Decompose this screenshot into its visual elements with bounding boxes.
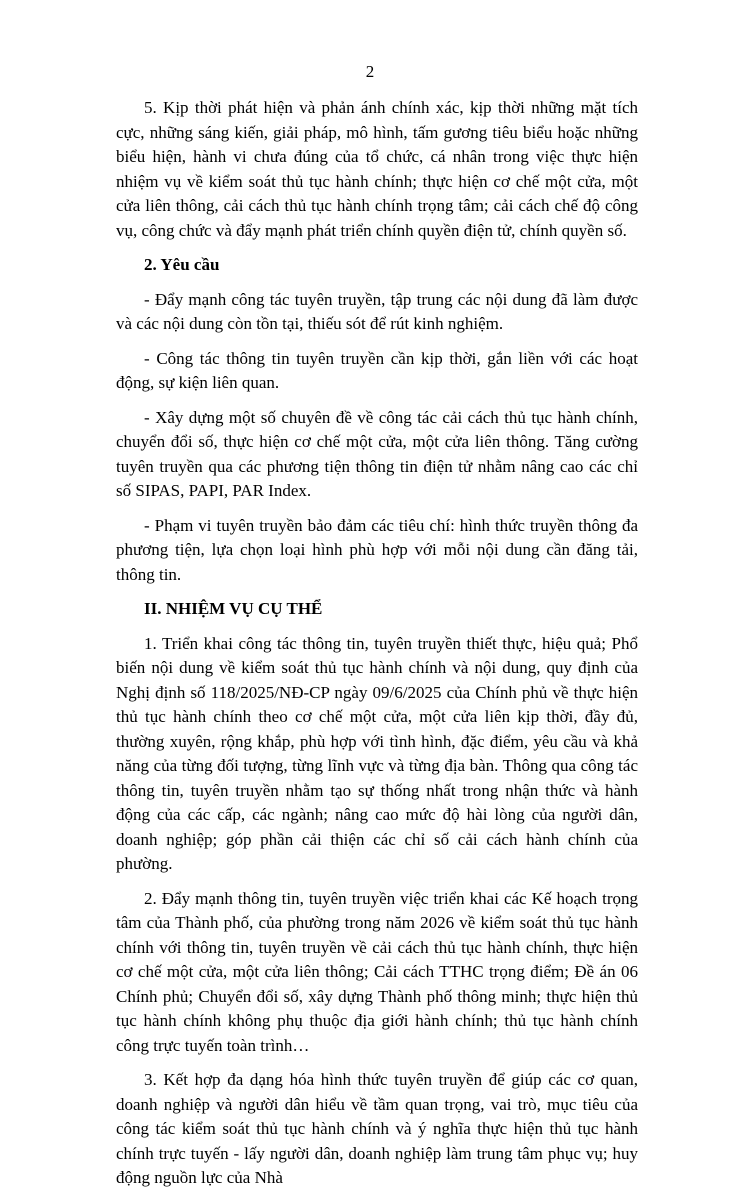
page-number: 2 [365, 62, 375, 81]
document-body [116, 96, 638, 1201]
section-heading-requirements: 2. Yêu cầu [144, 255, 220, 274]
requirement-item-2: - Công tác thông tin tuyên truyền cần kịp thời, gắn liền với các hoạt động, sự kiện liên quan. [116, 348, 638, 392]
task-item-2: 2. Đẩy mạnh thông tin, tuyên truyền việc triển khai các Kế hoạch trọng tâm của Thành phố, của phường trong năm 2026 về kiểm soát thủ tục hành chính với thông tin, tuyên truyền về cải cách thủ tục hành chính, thực hiện cơ chế một cửa, một cửa liên thông; Cải cách TTHC trọng điểm; Đề án 06 Chính phủ; Chuyển đổi số, xây dựng Thành phố thông minh; thực hiện thủ tục hành chính không phụ thuộc địa giới hành chính; thủ tục hành chính công trực tuyến toàn trình… [116, 888, 638, 1055]
task-item-3: 3. Kết hợp đa dạng hóa hình thức tuyên truyền để giúp các cơ quan, doanh nghiệp và người dân hiểu về tầm quan trọng, vai trò, mục tiêu của công tác kiểm soát thủ tục hành chính và ý nghĩa thực hiện thủ tục hành chính trực tuyến - lấy người dân, doanh nghiệp làm trung tâm phục vụ; huy động nguồn lực của Nhà [116, 1070, 638, 1187]
requirement-item-4: - Phạm vi tuyên truyền bảo đảm các tiêu chí: hình thức truyền thông đa phương tiện, lựa chọn loại hình phù hợp với mỗi nội dung cần đăng tải, thông tin. [116, 515, 638, 584]
paragraph-item-5: 5. Kịp thời phát hiện và phản ánh chính xác, kịp thời những mặt tích cực, những sáng kiến, giải pháp, mô hình, tấm gương tiêu biểu hoặc những biểu hiện, hành vi chưa đúng của tổ chức, cá nhân trong việc thực hiện nhiệm vụ về kiểm soát thủ tục hành chính; thực hiện cơ chế một cửa, một cửa liên thông, cải cách thủ tục hành chính trọng tâm; cải cách chế độ công vụ, công chức và đẩy mạnh phát triển chính quyền điện tử, chính quyền số. [116, 98, 638, 240]
requirement-item-3: - Xây dựng một số chuyên đề về công tác cải cách thủ tục hành chính, chuyển đổi số, thực hiện cơ chế một cửa, một cửa liên thông. Tăng cường tuyên truyền qua các phương tiện thông tin điện tử nhằm nâng cao các chỉ số SIPAS, PAPI, PAR Index. [116, 407, 638, 500]
section-heading-specific-tasks: II. NHIỆM VỤ CỤ THỂ [144, 599, 323, 618]
task-item-1: 1. Triển khai công tác thông tin, tuyên truyền thiết thực, hiệu quả; Phổ biến nội dung về kiểm soát thủ tục hành chính và nội dung, quy định của Nghị định số 118/2025/NĐ-CP ngày 09/6/2025 của Chính phủ về thực hiện thủ tục hành chính theo cơ chế một cửa, một cửa liên kịp thời, đầy đủ, thường xuyên, rộng khắp, phù hợp với tình hình, đặc điểm, yêu cầu và khả năng của từng đối tượng, từng lĩnh vực và từng địa bàn. Thông qua công tác thông tin, tuyên truyền nhằm tạo sự thống nhất trong nhận thức và hành động của các cấp, các ngành; nâng cao mức độ hài lòng của người dân, doanh nghiệp; góp phần cải thiện các chỉ số cải cách hành chính của phường. [116, 633, 638, 873]
requirement-item-1: - Đẩy mạnh công tác tuyên truyền, tập trung các nội dung đã làm được và các nội dung còn tồn tại, thiếu sót để rút kinh nghiệm. [116, 289, 638, 333]
